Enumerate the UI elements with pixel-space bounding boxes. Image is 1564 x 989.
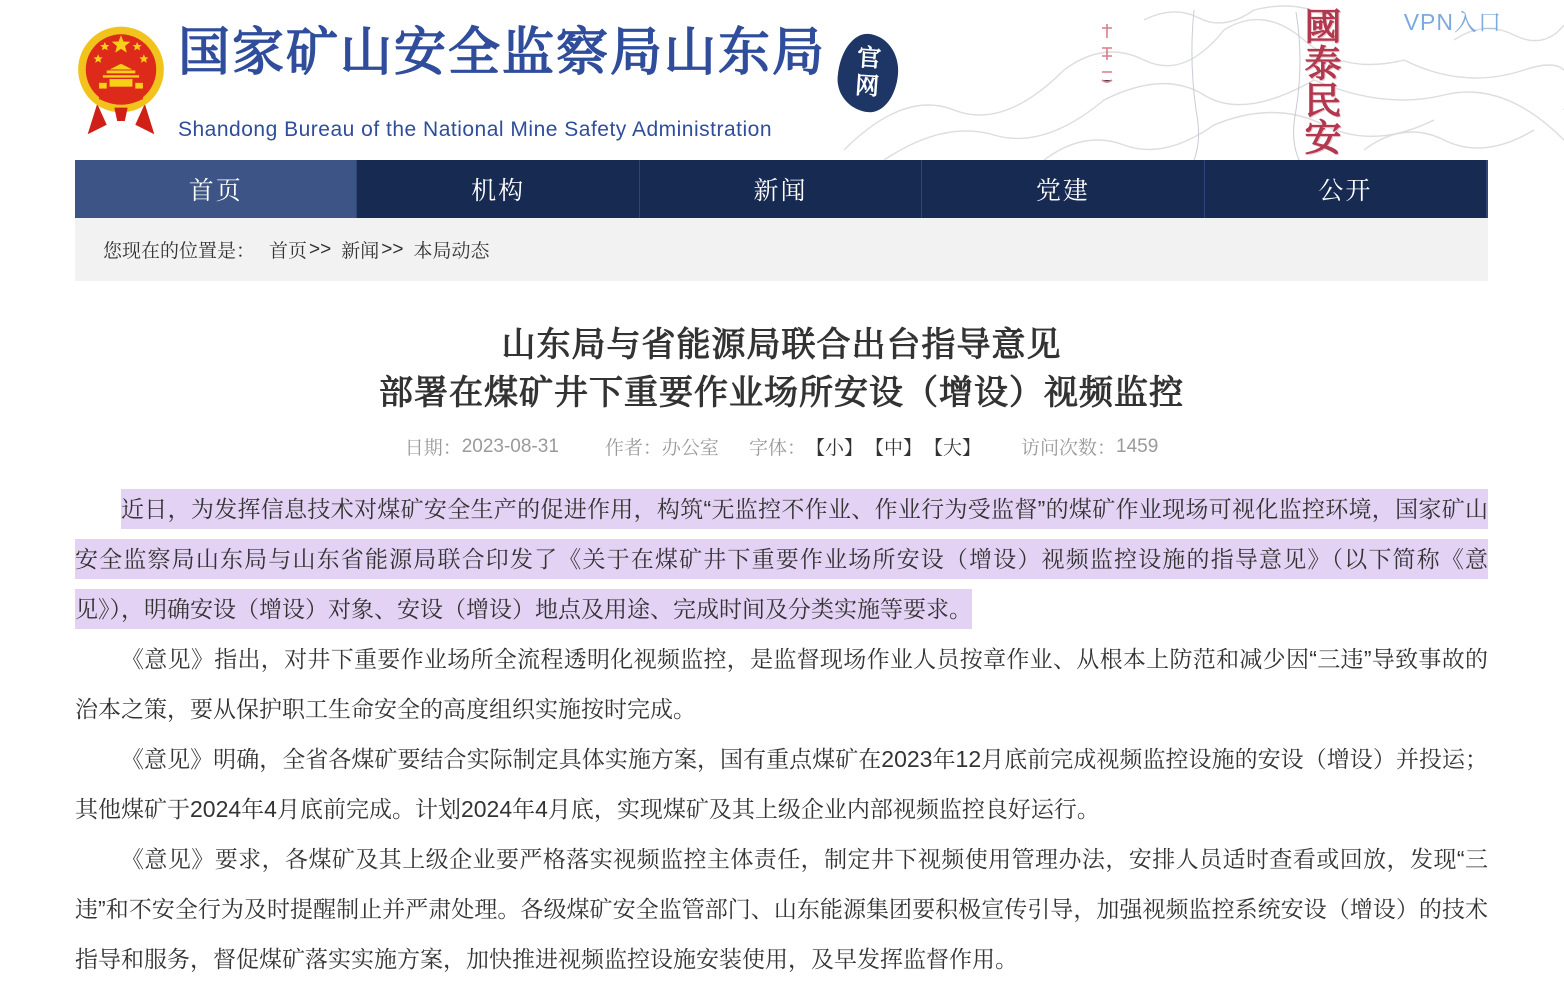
official-site-seal-icon xyxy=(835,32,900,114)
article xyxy=(75,281,1488,984)
article-title-line1: 山东局与省能源局联合出台指导意见 xyxy=(501,326,1062,364)
article-meta xyxy=(75,433,1488,460)
nav-item-label: 机构 xyxy=(471,177,526,205)
site-title-zh: 国家矿山安全监察局山东局 xyxy=(178,24,827,82)
font-size-medium-button[interactable]: 【中】 xyxy=(864,438,922,459)
meta-visits-label: 访问次数： xyxy=(1021,438,1117,459)
article-body xyxy=(75,484,1488,984)
nav-item-label: 党建 xyxy=(1035,177,1090,205)
article-paragraph: 《意见》指出，对井下重要作业场所全流程透明化视频监控，是监督现场作业人员按章作业、从根本上防范和减少因“三违”导致事故的治本之策，要从保护职工生命安全的高度组织实施按时完成。 xyxy=(75,646,1488,722)
meta-date-value: 2023-08-31 xyxy=(461,435,559,457)
breadcrumb-separator: >> xyxy=(309,238,332,260)
nav-item-public[interactable] xyxy=(1205,160,1488,218)
vpn-entry-link[interactable]: VPN入口 xyxy=(1403,9,1502,35)
font-size-small-button[interactable]: 【小】 xyxy=(805,438,863,459)
nav-item-party[interactable] xyxy=(922,160,1204,218)
breadcrumb-home-link[interactable]: 首页 xyxy=(269,241,308,262)
meta-author xyxy=(605,433,719,460)
national-emblem-icon xyxy=(78,20,164,140)
article-paragraph: 《意见》要求，各煤矿及其上级企业要严格落实视频监控主体责任，制定井下视频使用管理办法，安排人员适时查看或回放，发现“三违”和不安全行为及时提醒制止并严肃处理。各级煤矿安全监管部门、山东能源集团要积极宣传引导，加强视频监控系统安设（增设）的技术指导和服务，督促煤矿落实实施方案，加快推进视频监控设施安装使用，及早发挥监督作用。 xyxy=(75,846,1488,972)
meta-date xyxy=(405,433,559,460)
guotai-minan-stone-seal: 國泰民安 xyxy=(1299,7,1340,155)
site-logo-link[interactable] xyxy=(78,20,898,142)
nav-item-news[interactable] xyxy=(640,160,922,218)
main-nav xyxy=(75,160,1488,218)
font-size-large-button[interactable]: 【大】 xyxy=(923,438,981,459)
nav-item-label: 新闻 xyxy=(753,177,808,205)
breadcrumb-bureau-news-link[interactable]: 本局动态 xyxy=(413,241,490,262)
meta-date-label: 日期： xyxy=(404,438,462,459)
article-title xyxy=(75,321,1488,417)
nav-item-label: 公开 xyxy=(1318,177,1373,205)
highlighted-text: 近日，为发挥信息技术对煤矿安全生产的促进作用，构筑“无监控不作业、作业行为受监督”的煤矿作业现场可视化监控环境，国家矿山安全监察局山东局与山东省能源局联合印发了《关于在煤矿井下重要作业场所安设（增设）视频监控设施的指导意见》（以下简称《意见》），明确安设（增设）对象、安设（增设）地点及用途、完成时间及分类实施等要求。 xyxy=(75,489,1488,629)
breadcrumb-label: 您现在的位置是： xyxy=(103,241,256,262)
breadcrumb-separator: >> xyxy=(381,238,404,260)
meta-visits-value: 1459 xyxy=(1116,435,1159,457)
official-seal-char: 网 xyxy=(854,72,880,101)
nav-item-label: 首页 xyxy=(188,177,243,205)
official-seal-char: 官 xyxy=(856,44,882,73)
site-titles xyxy=(178,20,898,142)
breadcrumb xyxy=(75,218,1488,281)
meta-author-label: 作者： xyxy=(604,438,662,459)
breadcrumb-news-link[interactable]: 新闻 xyxy=(341,241,380,262)
article-paragraph: 《意见》明确，全省各煤矿要结合实际制定具体实施方案，国有重点煤矿在2023年12月底前完成视频监控设施的安设（增设）并投运；其他煤矿于2024年4月底前完成。计划2024年4月底，实现煤矿及其上级企业内部视频监控良好运行。 xyxy=(75,746,1488,822)
meta-visits xyxy=(1021,433,1158,460)
article-title-line2: 部署在煤矿井下重要作业场所安设（增设）视频监控 xyxy=(379,374,1184,412)
nav-item-home[interactable] xyxy=(75,160,357,218)
meta-author-value: 办公室 xyxy=(661,438,719,459)
nav-item-agency[interactable] xyxy=(357,160,639,218)
article-paragraph xyxy=(75,484,1488,634)
site-title-en: Shandong Bureau of the National Mine Safety Administration xyxy=(178,118,773,141)
meta-font-size xyxy=(749,433,983,460)
site-header xyxy=(0,0,1564,160)
meta-font-label: 字体： xyxy=(748,438,806,459)
